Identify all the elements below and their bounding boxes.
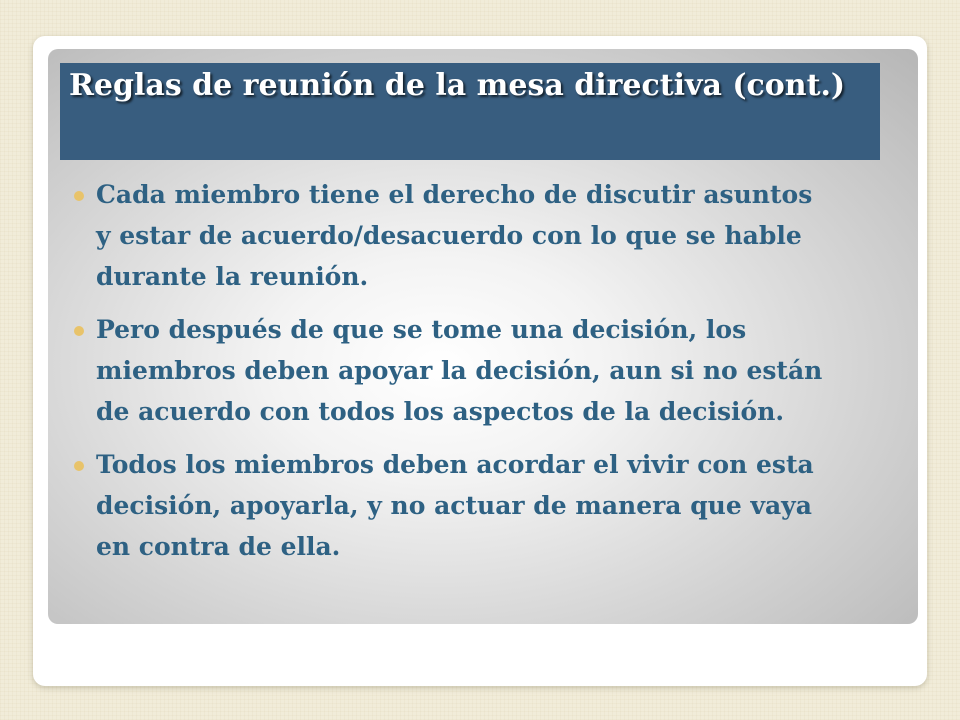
bullet-text: Pero después de que se tome una decisión, los miembros deben apoyar la decisión, aun si no están de acuerdo con todos los aspectos de la decisión. [96, 315, 823, 426]
bullet-text: Todos los miembros deben acordar el vivir con esta decisión, apoyarla, y no actuar de manera que vaya en contra de ella. [96, 450, 814, 561]
bullet-item [74, 309, 834, 432]
bullet-dot-icon [74, 461, 84, 471]
bullet-dot-icon [74, 326, 84, 336]
slide-title: Reglas de reunión de la mesa directiva (cont.) [69, 68, 846, 103]
bullet-text: Cada miembro tiene el derecho de discutir asuntos y estar de acuerdo/desacuerdo con lo que se hable durante la reunión. [96, 180, 813, 291]
bullet-item [74, 444, 834, 567]
bullet-dot-icon [74, 191, 84, 201]
bullet-list [74, 174, 834, 579]
bullet-item [74, 174, 834, 297]
